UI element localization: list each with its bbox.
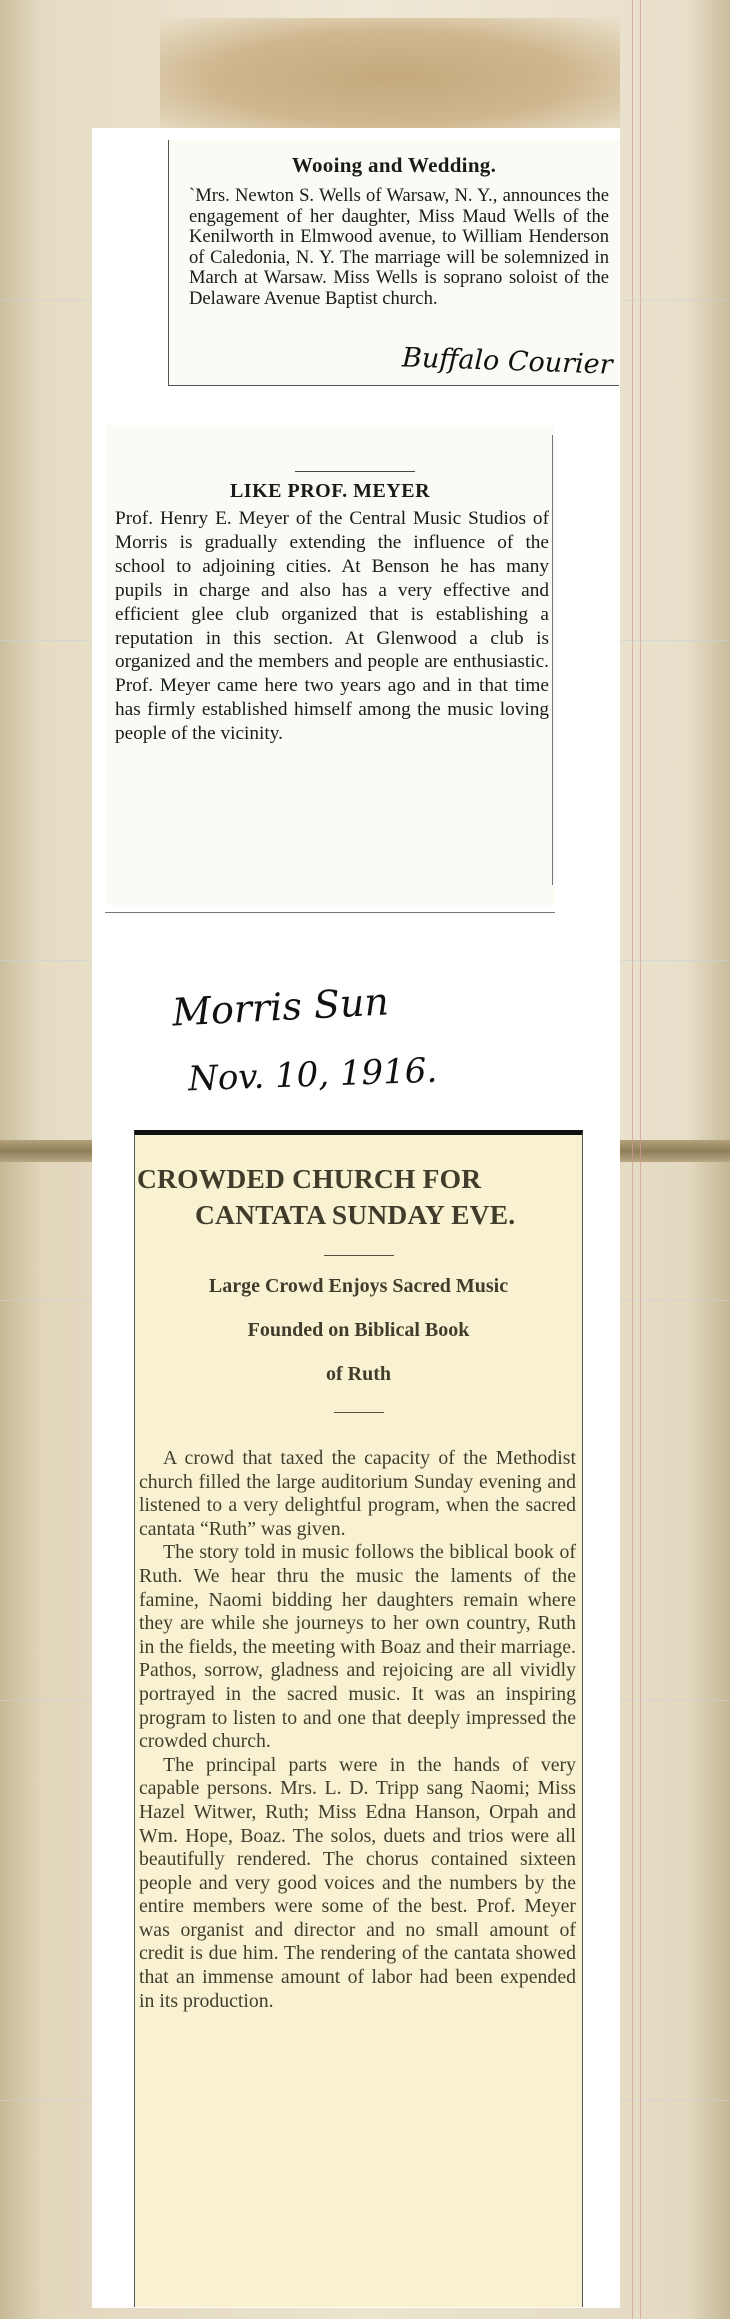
glue-stain xyxy=(160,18,620,138)
subheadline: Large Crowd Enjoys Sacred Music xyxy=(208,1275,509,1297)
margin-line xyxy=(640,0,641,2319)
clipping-body: `Mrs. Newton S. Wells of Warsaw, N. Y., announces the engagement of her daughter, Miss Maud Wells of the Kenilworth in Elmwood avenue, to William Henderson of Caledonia, N. Y. The marriage will be solemnized in March at Warsaw. Miss Wells is soprano soloist of the Delaware Avenue Baptist church. xyxy=(189,185,609,309)
margin-line xyxy=(632,0,633,2319)
handwritten-source: Buffalo Courier xyxy=(401,342,614,381)
clipping-like-prof-meyer xyxy=(105,425,555,905)
article-paragraph: The story told in music follows the biblical book of Ruth. We hear thru the music the laments of the famine, Naomi bidding her daughters remain where they are while she journeys to her own country, Ruth in the fields, the meeting with Boaz and their marriage. Pathos, sorrow, gladness and rejoicing are all vividly portrayed in the sacred music. It was an inspiring program to listen to and one that deeply impressed the crowded church. xyxy=(139,1541,576,1753)
clipping-wooing-and-wedding xyxy=(168,140,619,386)
clipping-edge xyxy=(105,912,555,913)
clipping-body: Prof. Henry E. Meyer of the Central Music Studios of Morris is gradually extending the influence of the school to adjoining cities. At Benson he has many pupils in charge and also has a very effective and efficient glee club organized that is establishing a reputation in this section. At Glenwood a club is organized and the members and people are enthusiastic. Prof. Meyer came here two years ago and in that time has firmly established himself among the music loving people of the vicinity. xyxy=(115,508,549,745)
handwritten-newspaper-name: Morris Sun xyxy=(170,979,390,1035)
divider xyxy=(324,1255,394,1256)
headline: CROWDED CHURCH FOR xyxy=(137,1163,482,1194)
subheadline: Founded on Biblical Book xyxy=(247,1319,470,1341)
clipping-title: LIKE PROF. MEYER xyxy=(229,480,431,502)
divider xyxy=(334,1412,384,1413)
divider xyxy=(295,471,415,472)
clipping-title: Wooing and Wedding. xyxy=(291,153,497,177)
subheadline: of Ruth xyxy=(325,1363,391,1385)
handwritten-date: Nov. 10, 1916. xyxy=(187,1050,438,1100)
clipping-crowded-church xyxy=(134,1130,583,2307)
article-paragraph: The principal parts were in the hands of very capable persons. Mrs. L. D. Tripp sang Naomi; Miss Hazel Witwer, Ruth; Miss Edna Hanson, Orpah and Wm. Hope, Boaz. The solos, duets and trios were all beautifully rendered. The chorus contained sixteen people and very good voices and the numbers by the entire members were some of the best. Prof. Meyer was organist and director and no small amount of credit is due him. The rendering of the cantata showed that an immense amount of labor had been expended in its production. xyxy=(139,1753,576,2012)
clipping-edge xyxy=(552,435,553,885)
article-paragraph: A crowd that taxed the capacity of the Methodist church filled the large auditorium Sunday evening and listened to a very delightful program, when the sacred cantata “Ruth” was given. xyxy=(139,1447,576,1540)
headline: CANTATA SUNDAY EVE. xyxy=(195,1199,516,1230)
